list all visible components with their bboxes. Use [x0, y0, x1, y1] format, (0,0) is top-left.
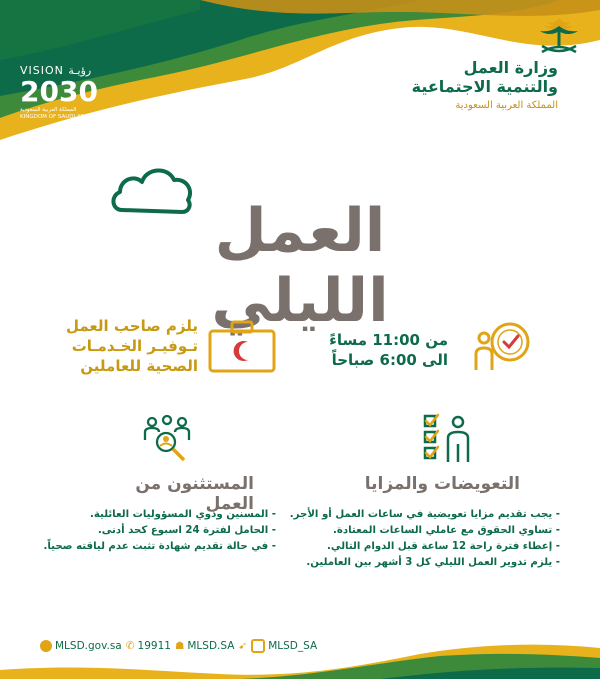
bottom-wave-decoration: [0, 640, 600, 679]
vision-word: VISION رؤيـة: [20, 64, 92, 77]
exempt-title: المستثنون من العمل: [135, 474, 254, 514]
phone-text: 19911: [137, 640, 171, 652]
list-item: - المسنين وذوي المسؤوليات العائلية.: [89, 509, 276, 520]
vision-year: 2030: [20, 75, 98, 108]
list-item: - تساوي الحقوق مع عاملي الساعات المعتادة.: [332, 525, 560, 536]
list-item: - يلزم تدوير العمل الليلي كل 3 أشهر بين العاملين.: [306, 557, 560, 568]
health-line2: تـوفيـر الخـدمـات: [71, 337, 198, 355]
hours-line2: الى 6:00 صباحاً: [331, 351, 448, 369]
ministry-country: المملكة العربية السعودية: [455, 100, 558, 111]
snapchat-icon: ☗: [174, 640, 185, 652]
list-item: - إعطاء فترة راحة 12 ساعة قبل الدوام التالي.: [327, 541, 560, 552]
health-line1: يلزم صاحب العمل: [65, 317, 198, 335]
instagram-text: MLSD_SA: [268, 640, 318, 652]
ministry-name-line2: والتنمية الاجتماعية: [411, 77, 558, 96]
list-item: - يجب تقديم مزايا تعويضية في ساعات العمل أو الأجر.: [289, 509, 560, 520]
palm-swords-logo: [536, 16, 582, 60]
vision-2030-logo: [20, 64, 130, 124]
health-text: [58, 316, 198, 376]
phone-icon: ✆: [125, 640, 135, 652]
clock-person-icon: [470, 318, 534, 376]
health-line3: الصحية للعاملين: [80, 357, 198, 375]
checklist-person-icon: [422, 412, 472, 464]
hours-line1: من 11:00 مساءً: [329, 331, 448, 349]
list-item: - في حالة تقديم شهادة تثبت عدم لياقته صحياً.: [43, 541, 276, 552]
first-aid-kit-icon: [206, 318, 278, 376]
vision-country-ar: المملكة العربية السعودية: [20, 107, 77, 113]
exempt-list: [36, 507, 276, 555]
page-title: العمل الليلي: [211, 196, 389, 336]
hours-text: [318, 330, 448, 370]
compensation-title: التعويضات والمزايا: [364, 474, 520, 494]
snapchat-text: MLSD.SA: [187, 640, 235, 652]
website-text: MLSD.gov.sa: [55, 640, 122, 652]
compensation-list: [289, 507, 560, 571]
list-item: - الحامل لفترة 24 اسبوع كحد أدنى.: [97, 525, 276, 536]
ministry-name-line1: وزارة العمل: [463, 58, 558, 77]
ministry-name: [358, 58, 558, 96]
people-search-icon: [142, 414, 192, 466]
twitter-icon: ➹: [238, 640, 248, 652]
vision-country-en: KINGDOM OF SAUDI ARABIA: [20, 114, 98, 120]
